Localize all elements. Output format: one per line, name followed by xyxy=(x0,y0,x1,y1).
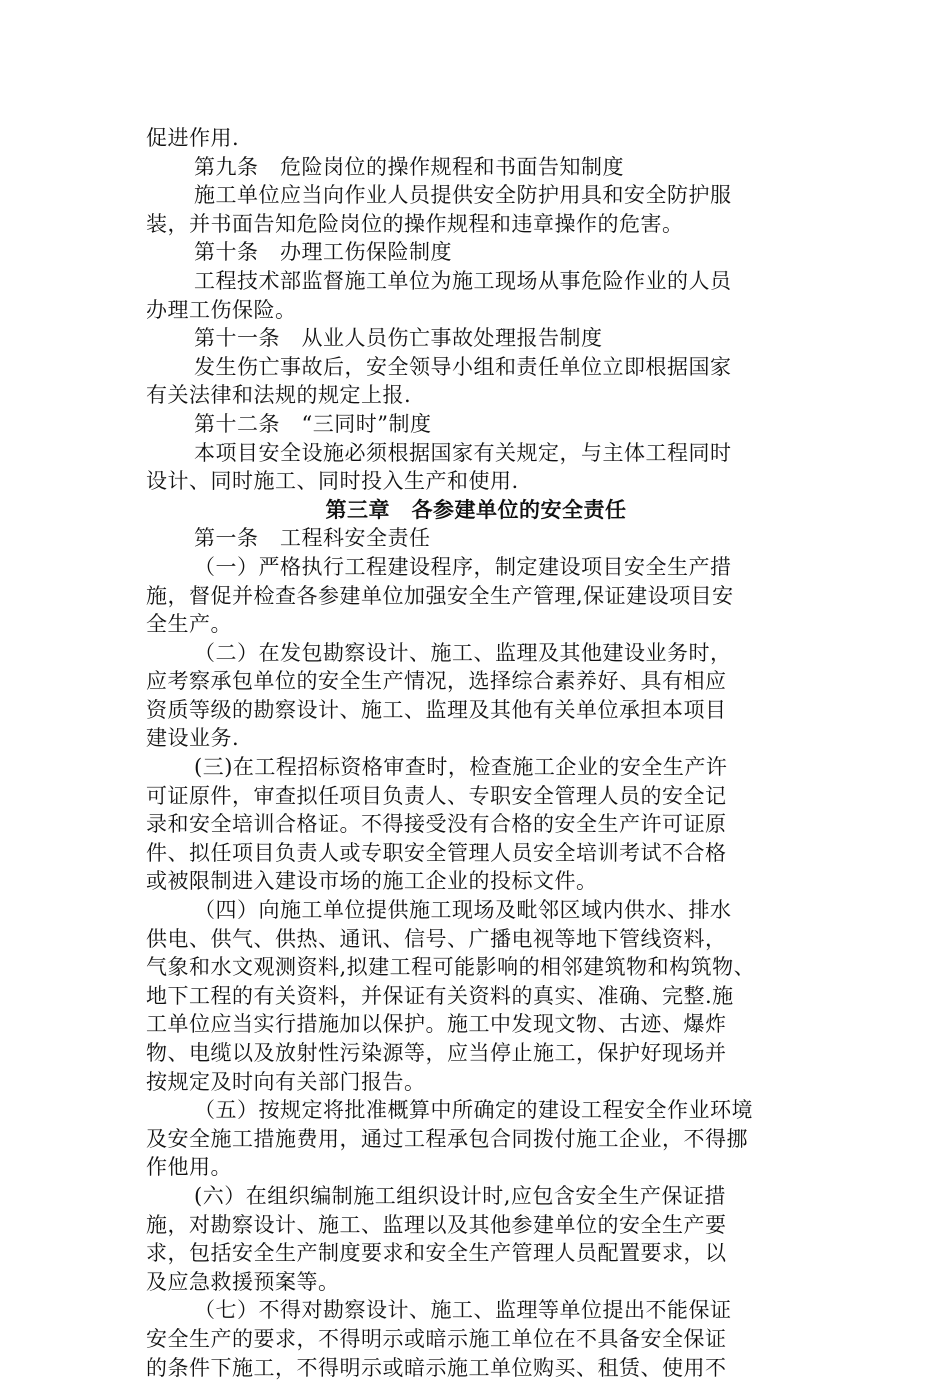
text-line: 供电、供气、供热、通讯、信号、广播电视等地下管线资料， xyxy=(146,926,727,951)
text-line: 地下工程的有关资料，并保证有关资料的真实、准确、完整.施 xyxy=(146,983,734,1008)
document-body xyxy=(146,124,806,1382)
text-line: （四）向施工单位提供施工现场及毗邻区域内供水、排水 xyxy=(194,898,732,923)
text-line: 应考察承包单位的安全生产情况，选择综合素养好、具有相应 xyxy=(146,669,727,694)
text-line: 发生伤亡事故后，安全领导小组和责任单位立即根据国家 xyxy=(194,354,732,379)
text-line: 工单位应当实行措施加以保护。施工中发现文物、古迹、爆炸 xyxy=(146,1012,727,1037)
text-line: 本项目安全设施必须根据国家有关规定，与主体工程同时 xyxy=(194,440,732,465)
text-line: 录和安全培训合格证。不得接受没有合格的安全生产许可证原 xyxy=(146,812,727,837)
text-line: 第一条 工程科安全责任 xyxy=(194,526,431,551)
text-line: 的条件下施工，不得明示或暗示施工单位购买、租赁、使用不 xyxy=(146,1355,727,1380)
text-line: 资质等级的勘察设计、施工、监理及其他有关单位承担本项目 xyxy=(146,697,727,722)
text-line: 物、电缆以及放射性污染源等，应当停止施工，保护好现场并 xyxy=(146,1041,727,1065)
text-line: 或被限制进入建设市场的施工企业的投标文件。 xyxy=(146,869,598,894)
text-line: 施工单位应当向作业人员提供安全防护用具和安全防护服 xyxy=(194,183,732,208)
chapter-heading: 第三章 各参建单位的安全责任 xyxy=(325,496,627,522)
text-line: 第九条 危险岗位的操作规程和书面告知制度 xyxy=(194,154,624,179)
text-line: 全生产。 xyxy=(146,612,232,637)
text-line: 装，并书面告知危险岗位的操作规程和违章操作的危害。 xyxy=(146,211,684,236)
text-line: 第十条 办理工伤保险制度 xyxy=(194,240,452,265)
text-line: 促进作用. xyxy=(146,126,240,150)
text-line: 作他用。 xyxy=(146,1155,232,1180)
text-line: 及安全施工措施费用，通过工程承包合同拨付施工企业，不得挪 xyxy=(146,1126,748,1151)
text-line: 气象和水文观测资料,拟建工程可能影响的相邻建筑物和构筑物、 xyxy=(146,955,756,980)
text-line: 有关法律和法规的规定上报. xyxy=(146,383,412,408)
text-line: 及应急救援预案等。 xyxy=(146,1269,340,1294)
text-line: 建设业务. xyxy=(146,726,240,751)
text-line: 求，包括安全生产制度要求和安全生产管理人员配置要求，以 xyxy=(146,1241,727,1266)
text-line: 按规定及时向有关部门报告。 xyxy=(146,1069,426,1094)
text-line: 件、拟任项目负责人或专职安全管理人员安全培训考试不合格 xyxy=(146,840,727,865)
text-line: （二）在发包勘察设计、施工、监理及其他建设业务时， xyxy=(194,640,732,665)
text-line: 施，督促并检查各参建单位加强安全生产管理,保证建设项目安 xyxy=(146,583,734,608)
text-line: （五）按规定将批准概算中所确定的建设工程安全作业环境 xyxy=(194,1098,753,1123)
text-line: 安全生产的要求，不得明示或暗示施工单位在不具备安全保证 xyxy=(146,1326,727,1351)
text-line: 施，对勘察设计、施工、监理以及其他参建单位的安全生产要 xyxy=(146,1212,727,1237)
text-line: (六）在组织编制施工组织设计时,应包含安全生产保证措 xyxy=(194,1183,726,1208)
text-line: 设计、同时施工、同时投入生产和使用. xyxy=(146,469,519,494)
text-line: 第十二条 “三同时”制度 xyxy=(194,411,432,436)
text-line: (三)在工程招标资格审查时，检查施工企业的安全生产许 xyxy=(194,755,728,780)
text-line: 第十一条 从业人员伤亡事故处理报告制度 xyxy=(194,326,603,351)
text-line: （一）严格执行工程建设程序，制定建设项目安全生产措 xyxy=(194,554,732,579)
text-line: （七）不得对勘察设计、施工、监理等单位提出不能保证 xyxy=(194,1298,732,1323)
text-line: 工程技术部监督施工单位为施工现场从事危险作业的人员 xyxy=(194,268,732,293)
text-line: 可证原件，审查拟任项目负责人、专职安全管理人员的安全记 xyxy=(146,783,727,808)
text-line: 办理工伤保险。 xyxy=(146,297,297,322)
